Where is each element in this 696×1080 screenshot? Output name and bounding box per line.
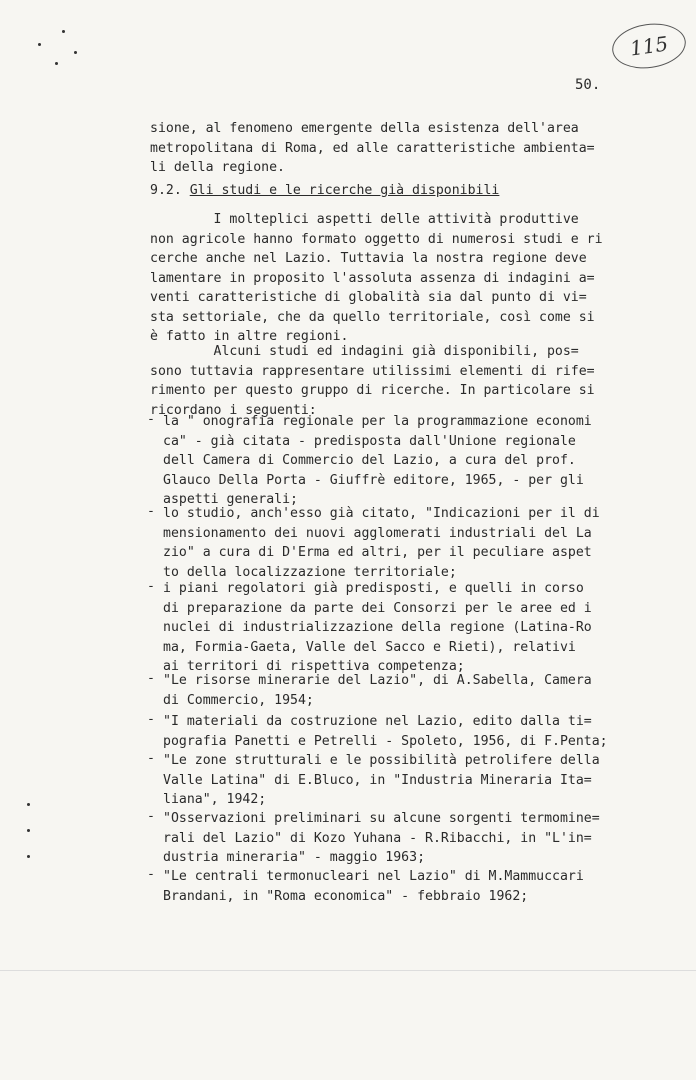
section-heading — [150, 183, 499, 198]
list-item: i piani regolatori già predisposti, e quelli in corso di preparazione da parte dei Consorzi per le aree ed i nuclei di industrializzazione della regione (Latina-Ro ma, Formia-Gaeta, Valle del Sacco e Rieti), relativi ai territori di rispettiva competenza; — [163, 581, 592, 674]
bullet-dash: - — [147, 712, 155, 727]
section-title: Gli studi e le ricerche già disponibili — [189, 183, 500, 198]
paragraph-2: Alcuni studi ed indagini già disponibili, pos= sono tuttavia rappresentare utilissimi elementi di rife= rimento per questo gruppo di ricerche. In particolare si ricordano i seguenti: — [150, 344, 595, 418]
paragraph-1: I molteplici aspetti delle attività produttive non agricole hanno formato oggetto di numerosi studi e ri cerche anche nel Lazio. Tuttavia la nostra regione deve lamentare in proposito l'assoluta assenza di indagini a= venti caratteristiche di globalità sia dal punto di vi= sta settoriale, che da quello territoriale, così come si è fatto in altre regioni. — [150, 212, 603, 344]
list-item: la " onografia regionale per la programmazione economi ca" - già citata - predisposta dall'Unione regionale dell Camera di Commercio del Lazio, a cura del prof. Glauco Della Porta - Giuffrè editore, 1965, - per gli aspetti generali; — [163, 414, 592, 507]
list-item: "Le zone strutturali e le possibilità petrolifere della Valle Latina" di E.Bluco, in "Industria Mineraria Ita= liana", 1942; — [163, 753, 600, 807]
list-item: "Osservazioni preliminari su alcune sorgenti termomine= rali del Lazio" di Kozo Yuhana - R.Ribacchi, in "L'in= dustria mineraria" - maggio 1963; — [163, 811, 600, 865]
page-number: 50. — [575, 77, 601, 93]
intro-paragraph: sione, al fenomeno emergente della esistenza dell'area metropolitana di Roma, ed alle caratteristiche ambienta= li della regione. — [150, 121, 595, 175]
archive-number-stamp: 115 — [609, 19, 688, 73]
bullet-dash: - — [147, 412, 155, 427]
bullet-dash: - — [147, 751, 155, 766]
section-number: 9.2. — [150, 183, 182, 198]
bullet-dash: - — [147, 579, 155, 594]
list-item: "I materiali da costruzione nel Lazio, edito dalla ti= pografia Panetti e Petrelli - Spoleto, 1956, di F.Penta; — [163, 714, 608, 749]
bullet-dash: - — [147, 809, 155, 824]
bullet-dash: - — [147, 867, 155, 882]
list-item: lo studio, anch'esso già citato, "Indicazioni per il di mensionamento dei nuovi agglomerati industriali del La zio" a cura di D'Erma ed altri, per il peculiare aspet to della localizzazione territoriale; — [163, 506, 600, 580]
list-item: "Le risorse minerarie del Lazio", di A.Sabella, Camera di Commercio, 1954; — [163, 673, 592, 708]
scan-edge-line — [0, 970, 696, 971]
bullet-dash: - — [147, 504, 155, 519]
bullet-dash: - — [147, 671, 155, 686]
list-item: "Le centrali termonucleari nel Lazio" di M.Mammuccari Brandani, in "Roma economica" - febbraio 1962; — [163, 869, 584, 904]
